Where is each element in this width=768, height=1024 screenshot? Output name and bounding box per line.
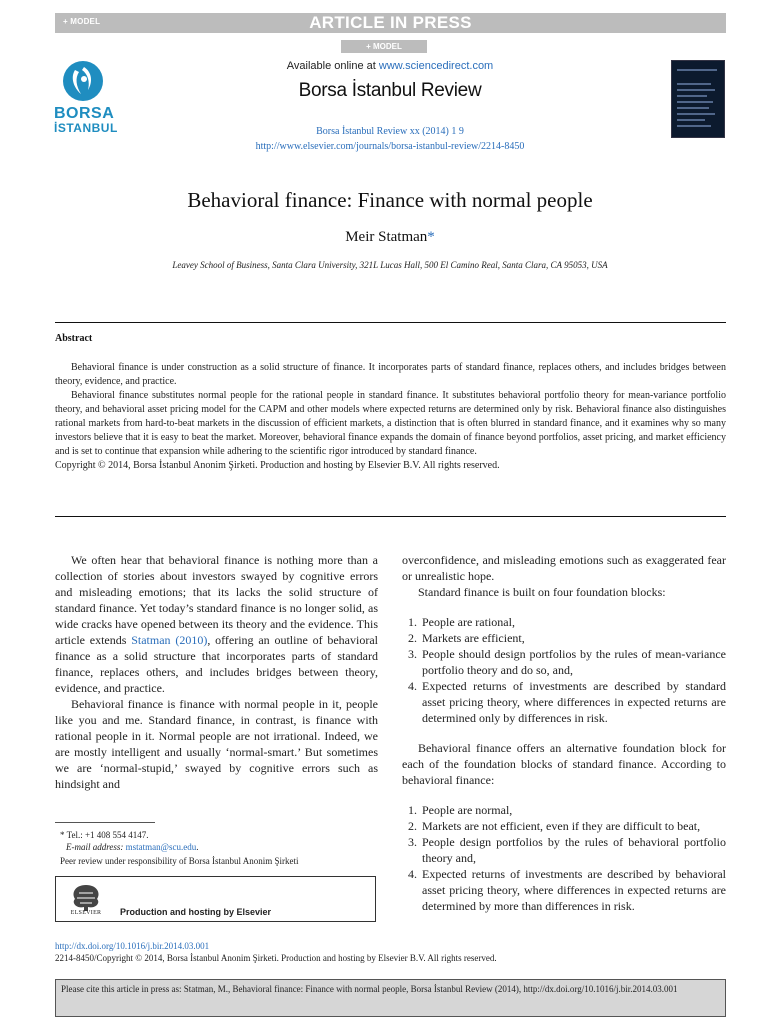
- logo-text-istanbul: İSTANBUL: [54, 121, 118, 135]
- body-paragraph: overconfidence, and misleading emotions such as exaggerated fear or unrealistic hope.: [402, 553, 726, 583]
- author-footnote-link[interactable]: *: [427, 229, 435, 245]
- journal-url-link[interactable]: http://www.elsevier.com/journals/borsa-istanbul-review/2214-8450: [255, 141, 525, 152]
- sciencedirect-link[interactable]: www.sciencedirect.com: [378, 60, 494, 72]
- body-left-column: [55, 552, 378, 792]
- available-online: [180, 60, 600, 72]
- author-affiliation: Leavey School of Business, Santa Clara University, 321L Lucas Hall, 500 El Camino Real, Santa Clara, CA 95053, USA: [172, 260, 608, 270]
- footnote-tel: * Tel.: +1 408 554 4147.: [60, 830, 149, 840]
- abstract-body: [55, 361, 726, 473]
- elsevier-hosting-box: [55, 876, 376, 922]
- body-paragraph: [55, 552, 378, 696]
- issn-copyright: 2214-8450/Copyright © 2014, Borsa İstanbul Anonim Şirketi. Production and hosting by Elsevier B.V. All rights reserved.: [55, 953, 497, 963]
- list-item-text: People should design portfolios by the rules of mean-variance portfolio theory and do so, and,: [422, 647, 726, 677]
- author-name: Meir Statman: [345, 229, 428, 245]
- list-item-number: 2.: [408, 819, 417, 833]
- list-item-number: 1.: [408, 803, 417, 817]
- footnote-rule: [55, 822, 155, 823]
- list-item-number: 3.: [408, 835, 417, 849]
- banner-title: ARTICLE IN PRESS: [309, 13, 472, 32]
- abstract-bottom-rule: [55, 516, 726, 517]
- list-item-text: People are rational,: [422, 615, 515, 629]
- abstract-paragraph: Behavioral finance is under construction as a solid structure of finance. It incorporates parts of standard finance, replaces others, and includes bridges between theory, evidence, and practice.: [55, 362, 726, 387]
- peer-review-note: Peer review under responsibility of Borsa İstanbul Anonim Şirketi: [60, 856, 299, 866]
- author-footnote: * Tel.: +1 408 554 4147. E-mail address: mstatman@scu.edu.: [60, 829, 380, 853]
- reference-link-statman-2010[interactable]: Statman (2010): [131, 633, 208, 647]
- list-item-number: 2.: [408, 631, 417, 645]
- logo-text-borsa: BORSA: [54, 105, 115, 122]
- list-item-text: Markets are efficient,: [422, 631, 525, 645]
- list-item: [402, 614, 726, 630]
- article-title: Behavioral finance: Finance with normal people: [187, 188, 593, 212]
- list-item: [402, 866, 726, 914]
- abstract-top-rule: [55, 322, 726, 323]
- borsa-istanbul-logo-icon: [62, 60, 104, 102]
- body-paragraph: Standard finance is built on four foundation blocks:: [418, 585, 666, 599]
- list-item-number: 4.: [408, 679, 417, 693]
- banner-model-tag: + MODEL: [63, 17, 101, 26]
- abstract-heading: Abstract: [55, 333, 93, 344]
- article-in-press-banner: [55, 13, 726, 33]
- elsevier-wordmark: ELSEVIER: [70, 910, 102, 916]
- list-item-number: 4.: [408, 867, 417, 881]
- abstract-copyright: Copyright © 2014, Borsa İstanbul Anonim Şirketi. Production and hosting by Elsevier B.V. All rights reserved.: [55, 460, 500, 471]
- list-item-text: Markets are not efficient, even if they are difficult to beat,: [422, 819, 701, 833]
- author-email-link[interactable]: mstatman@scu.edu: [125, 842, 197, 852]
- available-prefix: Available online at: [286, 60, 379, 72]
- list-item-text: Expected returns of investments are described by standard asset pricing theory, where differences in expected returns are determined only by differences in risk.: [422, 679, 726, 725]
- behavioral-finance-list: [402, 802, 726, 914]
- list-item-text: People design portfolios by the rules of behavioral portfolio theory and,: [422, 835, 726, 865]
- doi-link[interactable]: http://dx.doi.org/10.1016/j.bir.2014.03.001: [55, 941, 210, 951]
- elsevier-hosting-text: Production and hosting by Elsevier: [120, 907, 272, 917]
- journal-name: Borsa İstanbul Review: [298, 80, 482, 101]
- footnote-email-label: E-mail address:: [66, 842, 126, 852]
- list-item: [402, 802, 726, 818]
- model-pill: + MODEL: [341, 40, 427, 53]
- list-item: [402, 818, 726, 834]
- list-item: [402, 646, 726, 678]
- journal-citation: Borsa İstanbul Review xx (2014) 1 9: [316, 126, 464, 137]
- list-item: [402, 678, 726, 726]
- body-right-column: [402, 552, 726, 914]
- cite-this-article-notice: Please cite this article in press as: Statman, M., Behavioral finance: Finance with normal people, Borsa İstanbul Review (2014), http://dx.doi.org/10.1016/j.bir.2014.03.001: [55, 979, 726, 1017]
- list-item-number: 3.: [408, 647, 417, 661]
- journal-cover-image: [671, 60, 725, 138]
- list-item-number: 1.: [408, 615, 417, 629]
- standard-finance-list: [402, 614, 726, 726]
- author-line: [60, 229, 720, 246]
- body-paragraph: Behavioral finance offers an alternative foundation block for each of the foundation blocks of standard finance. According to behavioral finance:: [402, 741, 726, 787]
- body-paragraph: Behavioral finance is finance with normal people in it, people like you and me. Standard finance, in contrast, is finance with rational people in it. Normal people are not irrational. Indeed, we are mostly intelligent and usually ‘normal-smart.’ But sometimes we are ‘normal-stupid,’ swayed by cognitive errors such as hindsight and: [55, 697, 378, 791]
- list-item-text: People are normal,: [422, 803, 513, 817]
- list-item-text: Expected returns of investments are described by behavioral asset pricing theory, where differences in expected returns are determined by more than differences in risk.: [422, 867, 726, 913]
- body-text: , offering an outline of behavioral finance as a solid structure that incorporates parts of standard finance, replaces others, and includes bridges between theory, evidence, and practice.: [55, 633, 378, 695]
- list-item: [402, 834, 726, 866]
- abstract-paragraph: Behavioral finance substitutes normal people for the rational people in standard finance. It substitutes behavioral portfolio theory for mean-variance portfolio theory, and behavioral asset pricing model for the CAPM and other models where expected returns are determined only by risk. Behavioral finance also distinguishes rational markets from hard-to-beat markets in the discussion of efficient markets, a distinction that is often blurred in standard finance, and it examines why so many investors believe that it is easy to beat the market. Moreover, behavioral finance expands the domain of finance beyond portfolios, asset pricing, and market efficiency and is set to continue that expansion while adhering to the scientific rigor introduced by standard finance.: [55, 390, 726, 457]
- body-text: We often hear that behavioral finance is nothing more than a collection of stories about investors swayed by cognitive errors and misleading emotions; that its lacks the solid structure of standard finance. Yet today’s standard finance is no longer solid, as wide cracks have opened between its theory and the evidence. This article extends: [55, 553, 378, 647]
- list-item: [402, 630, 726, 646]
